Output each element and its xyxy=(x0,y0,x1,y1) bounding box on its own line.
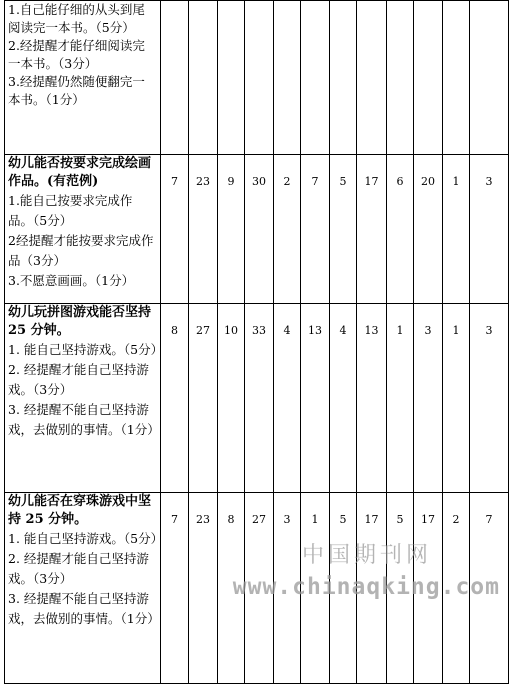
value-cell xyxy=(330,1,357,155)
option-text: 2. 经提醒才能自己坚持游戏。（3分） xyxy=(8,551,149,586)
item-title: 幼儿玩拼图游戏能否坚持 25 分钟。 xyxy=(8,305,152,338)
item-cell xyxy=(5,155,161,304)
value-cell xyxy=(274,1,301,155)
option-text: 1.能自己按要求完成作品。（5分） xyxy=(8,193,133,228)
value-cell: 6 xyxy=(387,155,414,304)
value-cell: 2 xyxy=(274,155,301,304)
item-title: 幼儿能否在穿珠游戏中坚持 25 分钟。 xyxy=(8,494,152,527)
value-cell: 7 xyxy=(470,493,509,684)
value-cell: 5 xyxy=(330,493,357,684)
value-cell: 1 xyxy=(387,304,414,493)
value-cell: 27 xyxy=(245,493,274,684)
value-cell: 30 xyxy=(245,155,274,304)
value-cell: 23 xyxy=(189,155,218,304)
value-cell xyxy=(245,1,274,155)
value-cell: 3 xyxy=(470,304,509,493)
table-row xyxy=(5,1,509,155)
value-cell xyxy=(470,1,509,155)
value-cell: 5 xyxy=(330,155,357,304)
table-row xyxy=(5,155,509,304)
value-cell xyxy=(218,1,245,155)
value-cell: 20 xyxy=(414,155,443,304)
value-cell: 23 xyxy=(189,493,218,684)
table-row xyxy=(5,304,509,493)
value-cell: 3 xyxy=(414,304,443,493)
value-cell: 7 xyxy=(161,493,189,684)
item-cell xyxy=(5,1,161,155)
value-cell xyxy=(387,1,414,155)
value-cell xyxy=(414,1,443,155)
option-text: 3.不愿意画画。（1分） xyxy=(8,273,135,288)
value-cell xyxy=(161,1,189,155)
option-text: 1. 能自己坚持游戏。（5分） xyxy=(8,342,164,357)
value-cell: 1 xyxy=(443,155,470,304)
option-text: 1.自己能仔细的从头到尾阅读完一本书。（5分） xyxy=(8,2,145,35)
value-cell: 17 xyxy=(357,493,387,684)
value-cell: 1 xyxy=(301,493,330,684)
value-cell: 3 xyxy=(470,155,509,304)
value-cell: 4 xyxy=(274,304,301,493)
value-cell: 1 xyxy=(443,304,470,493)
option-text: 3.经提醒仍然随便翻完一本书。（1分） xyxy=(8,74,145,107)
value-cell: 27 xyxy=(189,304,218,493)
option-text: 3. 经提醒不能自己坚持游戏，去做别的事情。（1分） xyxy=(8,402,160,437)
item-cell xyxy=(5,493,164,684)
value-cell xyxy=(189,1,218,155)
value-cell: 9 xyxy=(218,155,245,304)
option-text: 3. 经提醒不能自己坚持游戏，去做别的事情。（1分） xyxy=(8,591,160,626)
watermark-url: www.chinaqking.com xyxy=(232,574,500,600)
value-cell xyxy=(301,1,330,155)
value-cell: 2 xyxy=(443,493,470,684)
value-cell: 3 xyxy=(274,493,301,684)
item-title: 幼儿能否按要求完成绘画作品。(有范例) xyxy=(8,156,152,189)
watermark-text: 中国期刊网 xyxy=(301,543,432,568)
option-text: 2经提醒才能按要求完成作品（3分） xyxy=(8,233,154,268)
value-cell: 8 xyxy=(218,493,245,684)
option-text: 2.经提醒才能仔细阅读完一本书。（3分） xyxy=(8,38,145,71)
option-text: 2. 经提醒才能自己坚持游戏。（3分） xyxy=(8,362,149,397)
value-cell: 7 xyxy=(301,155,330,304)
value-cell xyxy=(443,1,470,155)
value-cell: 7 xyxy=(161,155,189,304)
value-cell: 13 xyxy=(357,304,387,493)
value-cell: 33 xyxy=(245,304,274,493)
value-cell: 4 xyxy=(330,304,357,493)
value-cell: 5 xyxy=(387,493,414,684)
item-cell xyxy=(5,304,164,493)
value-cell: 13 xyxy=(301,304,330,493)
value-cell xyxy=(357,1,387,155)
value-cell: 10 xyxy=(218,304,245,493)
value-cell: 17 xyxy=(414,493,443,684)
value-cell: 17 xyxy=(357,155,387,304)
option-text: 1. 能自己坚持游戏。（5分） xyxy=(8,531,164,546)
value-cell: 8 xyxy=(161,304,189,493)
